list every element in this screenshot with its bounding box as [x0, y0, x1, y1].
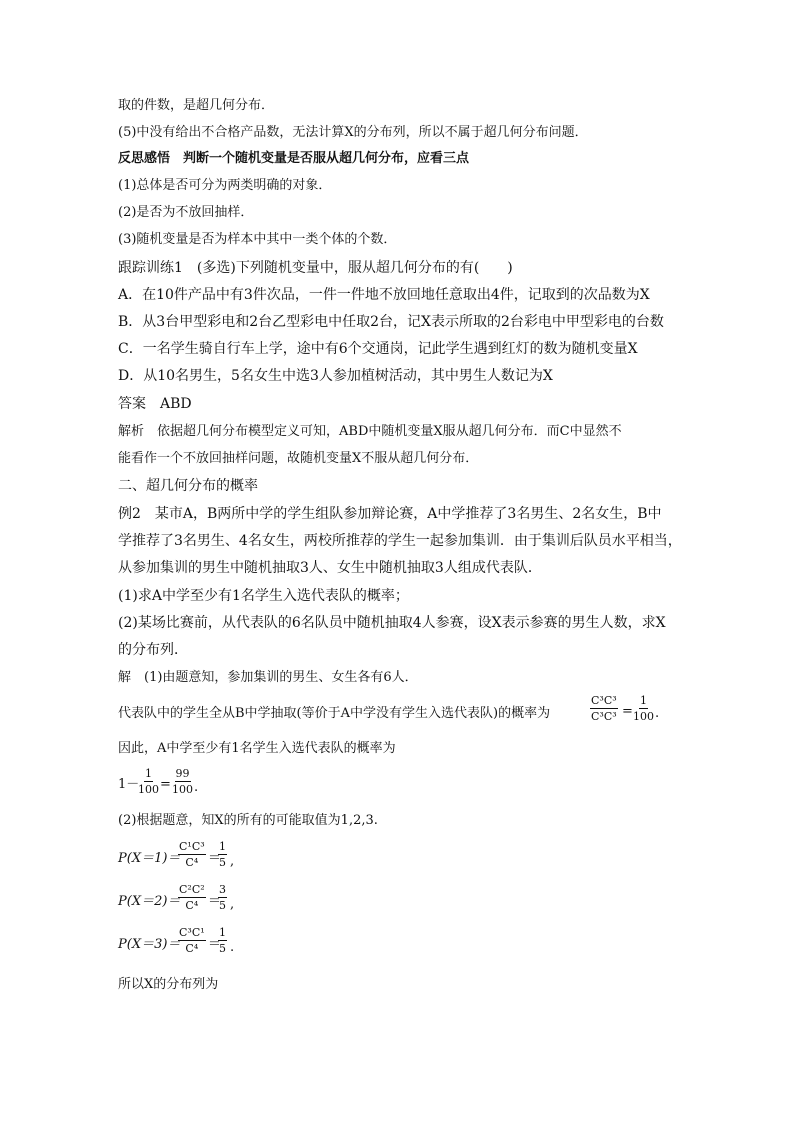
text-line: (5)中没有给出不合格产品数，无法计算X的分布列，所以不属于超几何分布问题．	[118, 125, 588, 140]
fraction: $\frac{1}{100}$	[138, 767, 159, 796]
solution-line: 代表队中的学生全从B中学抽取(等价于A中学没有学生入选代表队)的概率为	[118, 706, 551, 721]
equals-sign: =	[160, 777, 171, 792]
equals-sign: =	[622, 704, 633, 719]
text-line: (3)随机变量是否为样本中其中一类个体的个数．	[118, 232, 397, 247]
exercise-heading: 跟踪训练1 (多选)下列随机变量中，服从超几何分布的有( )	[118, 260, 513, 276]
equals-sign: ＝	[208, 851, 222, 866]
solution-line: 解 (1)由题意知，参加集训的男生、女生各有6人．	[118, 670, 418, 685]
option-a: A．在10件产品中有3件次品，一件一件地不放回地任意取出4件，记取到的次品数为X	[118, 287, 650, 303]
fraction: $\frac{99}{100}$	[172, 767, 193, 796]
solution-line: 因此，A中学至少有1名学生入选代表队的概率为	[118, 741, 396, 756]
fraction: $\frac{\text{C²C²}}{\text{C⁴}}$	[179, 883, 205, 912]
punctuation: .	[230, 940, 235, 955]
example-heading: 例2 某市A，B两所中学的学生组队参加辩论赛，A中学推荐了3名男生、2名女生，B中	[118, 506, 662, 522]
analysis-line: 解析 依据超几何分布模型定义可知，ABD中随机变量X服从超几何分布．而C中显然不	[118, 424, 622, 439]
fraction: $\frac{\text{C³C¹}}{\text{C⁴}}$	[179, 926, 205, 955]
fraction: $\frac{1}{5}$	[219, 840, 226, 869]
option-b: B．从3台甲型彩电和2台乙型彩电中任取2台，记X表示所取的2台彩电中甲型彩电的台数	[118, 314, 664, 330]
fraction: $\frac{3}{5}$	[219, 883, 226, 912]
text-line: 取的件数，是超几何分布．	[118, 98, 275, 113]
formula-text: 1－	[118, 777, 140, 792]
equals-sign: ＝	[208, 894, 222, 909]
formula-text: P(X＝3)＝	[118, 937, 181, 952]
punctuation: .	[655, 706, 660, 721]
fraction: $\frac{\text{C¹C³}}{\text{C⁴}}$	[179, 840, 205, 869]
text-line: 从参加集训的男生中随机抽取3人、女生中随机抽取3人组成代表队．	[118, 560, 542, 576]
punctuation: ,	[230, 897, 235, 912]
formula-text: P(X＝1)＝	[118, 851, 181, 866]
reflection-heading: 反思感悟 判断一个随机变量是否服从超几何分布，应看三点	[118, 151, 470, 166]
punctuation: .	[194, 780, 199, 795]
analysis-line: 能看作一个不放回抽样问题，故随机变量X不服从超几何分布．	[118, 451, 479, 466]
equals-sign: ＝	[208, 937, 222, 952]
solution-line: 所以X的分布列为	[118, 977, 219, 992]
section-heading: 二、超几何分布的概率	[118, 478, 258, 494]
fraction: $\frac{\text{C³C³}}{\text{C³C³}}$	[591, 694, 617, 723]
question-1: (1)求A中学至少有1名学生入选代表队的概率；	[118, 588, 409, 604]
fraction: $\frac{1}{5}$	[219, 926, 226, 955]
formula-text: P(X＝2)＝	[118, 894, 181, 909]
answer-line: 答案 ABD	[118, 396, 192, 412]
solution-line: (2)根据题意，知X的所有的可能取值为1,2,3.	[118, 813, 378, 828]
fraction: $\frac{1}{100}$	[633, 694, 654, 723]
text-line: (2)是否为不放回抽样．	[118, 205, 254, 220]
punctuation: ,	[230, 854, 235, 869]
question-2: (2)某场比赛前，从代表队的6名队员中随机抽取4人参赛，设X表示参赛的男生人数，求X	[118, 615, 666, 631]
option-c: C．一名学生骑自行车上学，途中有6个交通岗，记此学生遇到红灯的数为随机变量X	[118, 341, 638, 357]
text-line: (1)总体是否可分为两类明确的对象．	[118, 178, 332, 193]
option-d: D．从10名男生，5名女生中选3人参加植树活动，其中男生人数记为X	[118, 368, 553, 384]
text-line: 的分布列．	[118, 642, 188, 658]
text-line: 学推荐了3名男生、4名女生，两校所推荐的学生一起参加集训．由于集训后队员水平相当，	[118, 533, 682, 549]
